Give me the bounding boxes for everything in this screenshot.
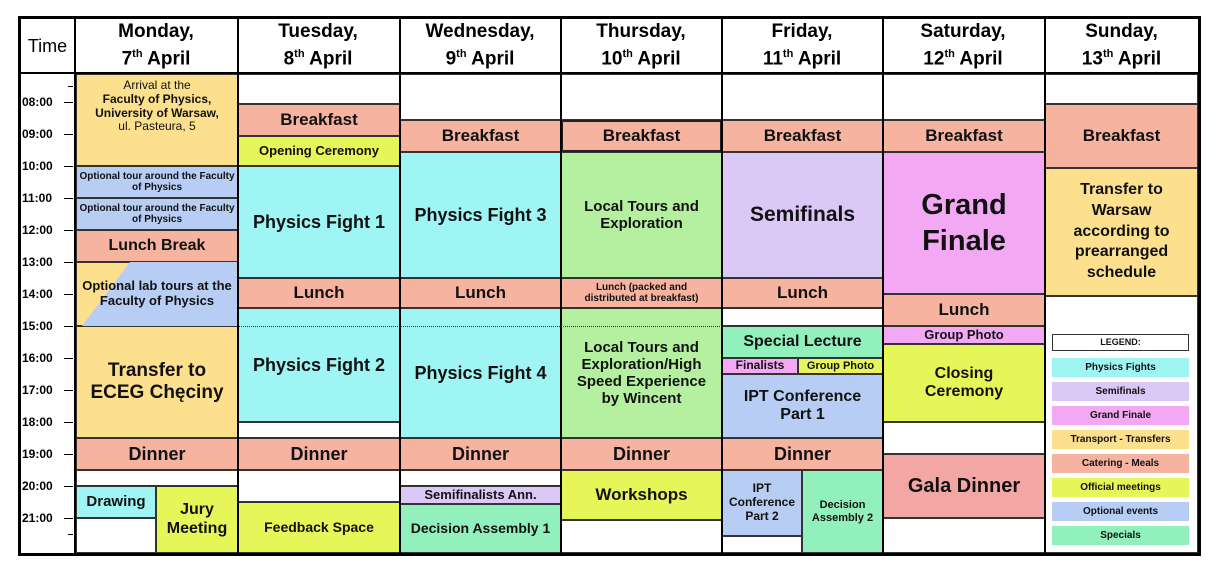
- event-thursday-local-tours-high-speed: Local Tours and Exploration/High Speed Experience by Wincent: [561, 308, 722, 438]
- event-saturday-grand-finale: Grand Finale: [883, 152, 1045, 294]
- time-label: 14:00: [22, 287, 53, 301]
- legend-item-official-meetings: Official meetings: [1052, 478, 1189, 497]
- legend-title: LEGEND:: [1052, 334, 1189, 351]
- event-wednesday-semifinalists-announcement: Semifinalists Ann.: [400, 486, 561, 504]
- day-month: April: [471, 48, 515, 70]
- event-monday-transfer: Transfer to ECEG Chęciny: [76, 326, 238, 438]
- event-wednesday-lunch: Lunch: [400, 278, 561, 308]
- empty-slot: [1045, 74, 1198, 104]
- event-tuesday-breakfast: Breakfast: [238, 104, 400, 136]
- event-friday-dinner: Dinner: [722, 438, 883, 470]
- tick-mark: [64, 294, 73, 295]
- event-tuesday-physics-fight-2: Physics Fight 2: [238, 308, 400, 422]
- arrival-line: Arrival at the: [123, 78, 191, 92]
- day-date-suffix: th: [782, 47, 794, 60]
- event-wednesday-physics-fight-3: Physics Fight 3: [400, 152, 561, 278]
- day-name: Sunday,: [1085, 20, 1158, 42]
- time-column-header: Time: [27, 35, 68, 56]
- event-friday-ipt-conference-1: IPT Conference Part 1: [722, 374, 883, 438]
- day-date-suffix: th: [622, 47, 633, 60]
- column-divider: [1044, 16, 1046, 556]
- event-monday-lab-tours: Optional lab tours at the Faculty of Physics: [82, 278, 232, 308]
- event-sunday-transfer: Transfer to Warsaw according to prearranged schedule: [1045, 168, 1198, 296]
- half-tick-mark: [68, 534, 73, 535]
- time-label: 15:00: [22, 319, 53, 333]
- event-saturday-lunch: Lunch: [883, 294, 1045, 326]
- event-monday-optional-tour-1: Optional tour around the Faculty of Physics: [76, 166, 238, 198]
- day-date: 10: [601, 48, 623, 70]
- day-date: 8: [283, 48, 295, 70]
- half-tick-mark: [68, 86, 73, 87]
- tick-mark: [64, 358, 73, 359]
- tick-mark: [64, 454, 73, 455]
- day-date: 7: [121, 48, 133, 70]
- day-month: April: [797, 48, 842, 70]
- event-monday-dinner: Dinner: [76, 438, 238, 470]
- event-thursday-dinner: Dinner: [561, 438, 722, 470]
- column-divider: [882, 16, 884, 556]
- event-tuesday-dinner: Dinner: [238, 438, 400, 470]
- day-header-wednesday: [400, 19, 560, 72]
- day-month: April: [637, 48, 681, 70]
- legend-item-transport: Transport - Transfers: [1052, 430, 1189, 449]
- time-label: 11:00: [22, 191, 53, 205]
- arrival-line: ul. Pasteura, 5: [118, 119, 196, 134]
- legend-item-catering: Catering - Meals: [1052, 454, 1189, 473]
- event-tuesday-physics-fight-1: Physics Fight 1: [238, 166, 400, 278]
- event-friday-special-lecture: Special Lecture: [722, 326, 883, 358]
- column-divider: [399, 16, 401, 556]
- day-header-monday: [76, 19, 236, 72]
- event-thursday-breakfast: Breakfast: [561, 120, 722, 152]
- empty-slot: [883, 422, 1045, 454]
- event-monday-arrival: [76, 74, 238, 166]
- time-label: 20:00: [22, 479, 53, 493]
- day-header-sunday: [1045, 19, 1198, 72]
- event-saturday-breakfast: Breakfast: [883, 120, 1045, 152]
- day-month: April: [309, 48, 353, 70]
- event-wednesday-dinner: Dinner: [400, 438, 561, 470]
- day-date-suffix: th: [456, 47, 467, 60]
- event-friday-ipt-conference-2: IPT Conference Part 2: [722, 470, 802, 536]
- tick-mark: [64, 134, 73, 135]
- event-tuesday-opening-ceremony: Opening Ceremony: [238, 136, 400, 166]
- day-date: 12: [923, 48, 945, 70]
- column-divider: [560, 16, 562, 556]
- time-label: 16:00: [22, 351, 53, 365]
- event-monday-jury-meeting: Jury Meeting: [156, 486, 238, 553]
- time-label: 18:00: [22, 415, 53, 429]
- day-month: April: [959, 48, 1003, 70]
- event-thursday-lunch: Lunch (packed and distributed at breakfast): [561, 278, 722, 308]
- day-name: Friday,: [771, 20, 833, 42]
- event-tuesday-lunch: Lunch: [238, 278, 400, 308]
- day-name: Saturday,: [920, 20, 1006, 42]
- time-label: 08:00: [22, 95, 53, 109]
- tick-mark: [64, 166, 73, 167]
- time-label: 19:00: [22, 447, 53, 461]
- arrival-line: Faculty of Physics,: [102, 91, 212, 106]
- tick-mark: [64, 198, 73, 199]
- empty-slot: [76, 470, 238, 486]
- empty-slot: [76, 518, 156, 553]
- day-header-tuesday: [238, 19, 398, 72]
- day-date: 11: [762, 48, 783, 70]
- event-monday-lunch-break: Lunch Break: [76, 230, 238, 262]
- event-monday-drawing: Drawing: [76, 486, 156, 518]
- empty-slot: [400, 470, 561, 486]
- tick-mark: [64, 422, 73, 423]
- empty-slot: [883, 74, 1045, 120]
- event-friday-finalists: Finalists: [722, 358, 798, 374]
- event-tuesday-feedback-space: Feedback Space: [238, 502, 400, 553]
- event-thursday-workshops: Workshops: [561, 470, 722, 520]
- day-header-saturday: [883, 19, 1043, 72]
- empty-slot: [561, 520, 722, 553]
- time-label: 10:00: [22, 159, 53, 173]
- day-header-thursday: [561, 19, 721, 72]
- tick-mark: [64, 230, 73, 231]
- empty-slot: [400, 74, 561, 120]
- day-name: Monday,: [118, 20, 194, 42]
- empty-slot: [722, 308, 883, 326]
- event-friday-group-photo: Group Photo: [798, 358, 883, 374]
- day-name: Thursday,: [596, 20, 686, 42]
- day-date: 13: [1081, 48, 1103, 70]
- tick-mark: [64, 518, 73, 519]
- legend-item-specials: Specials: [1052, 526, 1189, 545]
- time-label: 21:00: [22, 511, 53, 525]
- empty-slot: [561, 74, 722, 120]
- day-name: Wednesday,: [425, 20, 535, 42]
- event-friday-lunch: Lunch: [722, 278, 883, 308]
- event-sunday-breakfast: Breakfast: [1045, 104, 1198, 168]
- legend-item-semifinals: Semifinals: [1052, 382, 1189, 401]
- tick-mark: [64, 102, 73, 103]
- empty-slot: [238, 470, 400, 502]
- legend-item-physics-fights: Physics Fights: [1052, 358, 1189, 377]
- header-divider: [18, 72, 1201, 74]
- day-date-suffix: th: [132, 47, 143, 60]
- event-saturday-closing-ceremony: Closing Ceremony: [883, 344, 1045, 422]
- day-header-friday: [722, 19, 882, 72]
- day-month: April: [147, 48, 191, 70]
- event-wednesday-decision-assembly-1: Decision Assembly 1: [400, 504, 561, 553]
- legend-item-optional-events: Optional events: [1052, 502, 1189, 521]
- column-divider: [721, 16, 723, 556]
- empty-slot: [238, 422, 400, 438]
- day-date-suffix: th: [294, 47, 305, 60]
- day-date-suffix: th: [1102, 47, 1114, 60]
- empty-slot: [722, 74, 883, 120]
- time-label: 17:00: [22, 383, 53, 397]
- empty-slot: [883, 518, 1045, 553]
- tick-mark: [64, 262, 73, 263]
- event-friday-semifinals: Semifinals: [722, 152, 883, 278]
- event-thursday-local-tours: Local Tours and Exploration: [561, 152, 722, 278]
- tick-mark: [64, 486, 73, 487]
- event-wednesday-breakfast: Breakfast: [400, 120, 561, 152]
- schedule-table: [18, 16, 1201, 556]
- event-wednesday-physics-fight-4: Physics Fight 4: [400, 308, 561, 438]
- event-friday-decision-assembly-2: Decision Assembly 2: [802, 470, 883, 553]
- event-saturday-group-photo: Group Photo: [883, 326, 1045, 344]
- arrival-line: University of Warsaw,: [95, 105, 219, 120]
- legend-item-grand-finale: Grand Finale: [1052, 406, 1189, 425]
- empty-slot: [722, 536, 802, 553]
- tick-mark: [64, 326, 73, 327]
- time-label: 13:00: [22, 255, 53, 269]
- day-date: 9: [445, 48, 457, 70]
- time-label: 09:00: [22, 127, 53, 141]
- day-month: April: [1117, 48, 1162, 70]
- event-saturday-gala-dinner: Gala Dinner: [883, 454, 1045, 518]
- tick-mark: [64, 390, 73, 391]
- event-friday-breakfast: Breakfast: [722, 120, 883, 152]
- day-name: Tuesday,: [278, 20, 358, 42]
- event-monday-optional-tour-2: Optional tour around the Faculty of Physics: [76, 198, 238, 230]
- time-label: 12:00: [22, 223, 53, 237]
- column-divider: [237, 16, 239, 556]
- column-divider: [74, 16, 76, 556]
- day-date-suffix: th: [944, 47, 955, 60]
- empty-slot: [238, 74, 400, 104]
